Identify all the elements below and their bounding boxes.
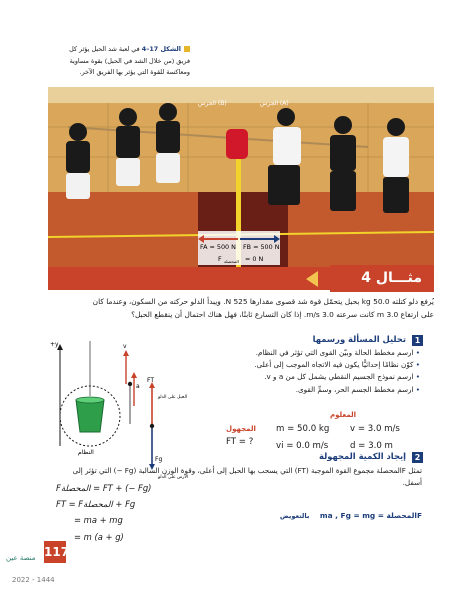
section1-bullets [210, 347, 420, 396]
bucket-diagram [48, 336, 208, 486]
problem-text [52, 296, 434, 321]
known-label: المعلوم [330, 411, 357, 419]
caption-line2: فريق (من خلال الشد في الحبل) بقوة مساوية [69, 56, 190, 65]
substitution-equation: Fالمحصلة = ma , Fg = mg [319, 511, 422, 520]
ft-desc: الحبل على الدلو [158, 395, 188, 400]
platform-logo: منصة عين [6, 554, 36, 562]
unknown-label: المجهول [226, 425, 256, 433]
fa-label: FA = 500 N [200, 243, 236, 251]
v-label: v [123, 343, 127, 350]
section1-title: تحليل المسألة ورسمها [312, 334, 406, 344]
substitution-label: بالتعويض [279, 512, 310, 520]
a-label: a [136, 383, 140, 390]
fg-label: Fg [155, 456, 163, 463]
substitution [212, 511, 422, 520]
tug-of-war-photo [48, 87, 434, 269]
unknown-ft: FT = ? [226, 437, 254, 447]
ft-label: FT [147, 377, 155, 384]
sign-left: الجرس (B) [198, 100, 227, 107]
edition-year: 2022 - 1444 [12, 576, 55, 584]
figure-caption [40, 44, 190, 79]
known-m: m = 50.0 kg [276, 424, 330, 434]
known-d: d = 3.0 m [350, 441, 393, 451]
section2-text: تمثل Fالمحصلة مجموع القوة الموجبة (FT) التي يسحب بها الحبل إلى أعلى، وقوة الوزن السالبة (Fg −) التي تؤثر إلى أسفل. [72, 466, 422, 487]
equation-3: = ma + mg [74, 515, 123, 525]
fnet-sub: المحصلة [224, 259, 239, 264]
section1-badge: 1 [412, 335, 423, 346]
problem-line2: على ارتفاع 3.0 m كانت سرعته 3.0 m/s. إذا كان التسارع ثابتًا، فهل هناك احتمال أن ينقطع الحبل؟ [131, 309, 434, 319]
known-vi: vi = 0.0 m/s [276, 441, 329, 451]
bullet-item: • ارسم نموذج الجسيم النقطي يشمل كل من a و v. [210, 371, 420, 383]
example-title [330, 265, 434, 292]
page-number: 117 [44, 541, 66, 563]
fnet-value: = 0 N [245, 255, 264, 263]
fb-label: FB = 500 N [243, 243, 280, 251]
caption-line3: ومعاكسة للقوة التي يؤثر بها الفريق الآخر. [79, 68, 190, 76]
equation-4: = m (a + g) [74, 532, 124, 542]
fg-desc: الأرض على الدلو [158, 475, 189, 480]
bullet-item: • ارسم مخطط الحالة وبيّن القوى التي تؤثر في النظام. [210, 347, 420, 359]
section2-badge: 2 [412, 452, 423, 463]
caption-line1: في لعبة شد الحبل يؤثر كل [69, 45, 140, 53]
section2-title: إيجاد الكمية المجهولة [319, 451, 406, 461]
plus-y-label: +y [50, 341, 59, 348]
equation-2: FT = Fالمحصلة + Fg [56, 499, 136, 509]
equation-1: Fالمحصلة = FT + (− Fg) [56, 483, 152, 493]
caption-square-icon [184, 46, 190, 52]
fnet-symbol: F [218, 255, 222, 263]
bullet-item: • كوّن نظامًا إحداثيًّا يكون فيه الاتجاه الموجب إلى أعلى. [210, 359, 420, 371]
sign-right: الجرس (A) [260, 100, 289, 107]
bullet-item: • ارسم مخطط الجسم الحر، وسمِّ القوى. [210, 384, 420, 396]
system-label: النظام [78, 449, 94, 456]
problem-line1: يُرفع دلو كتلته 50.0 kg بحبل يتحمّل قوة شد قصوى مقدارها 525 N. ويبدأ الدلو حركته من السكون، وعندما كان [92, 297, 434, 306]
figure-label: الشكل 17–4 [141, 45, 181, 53]
arrow-icon [306, 271, 318, 287]
known-v: v = 3.0 m/s [350, 424, 400, 434]
example-title-text: مثـــال 4 [361, 270, 422, 286]
